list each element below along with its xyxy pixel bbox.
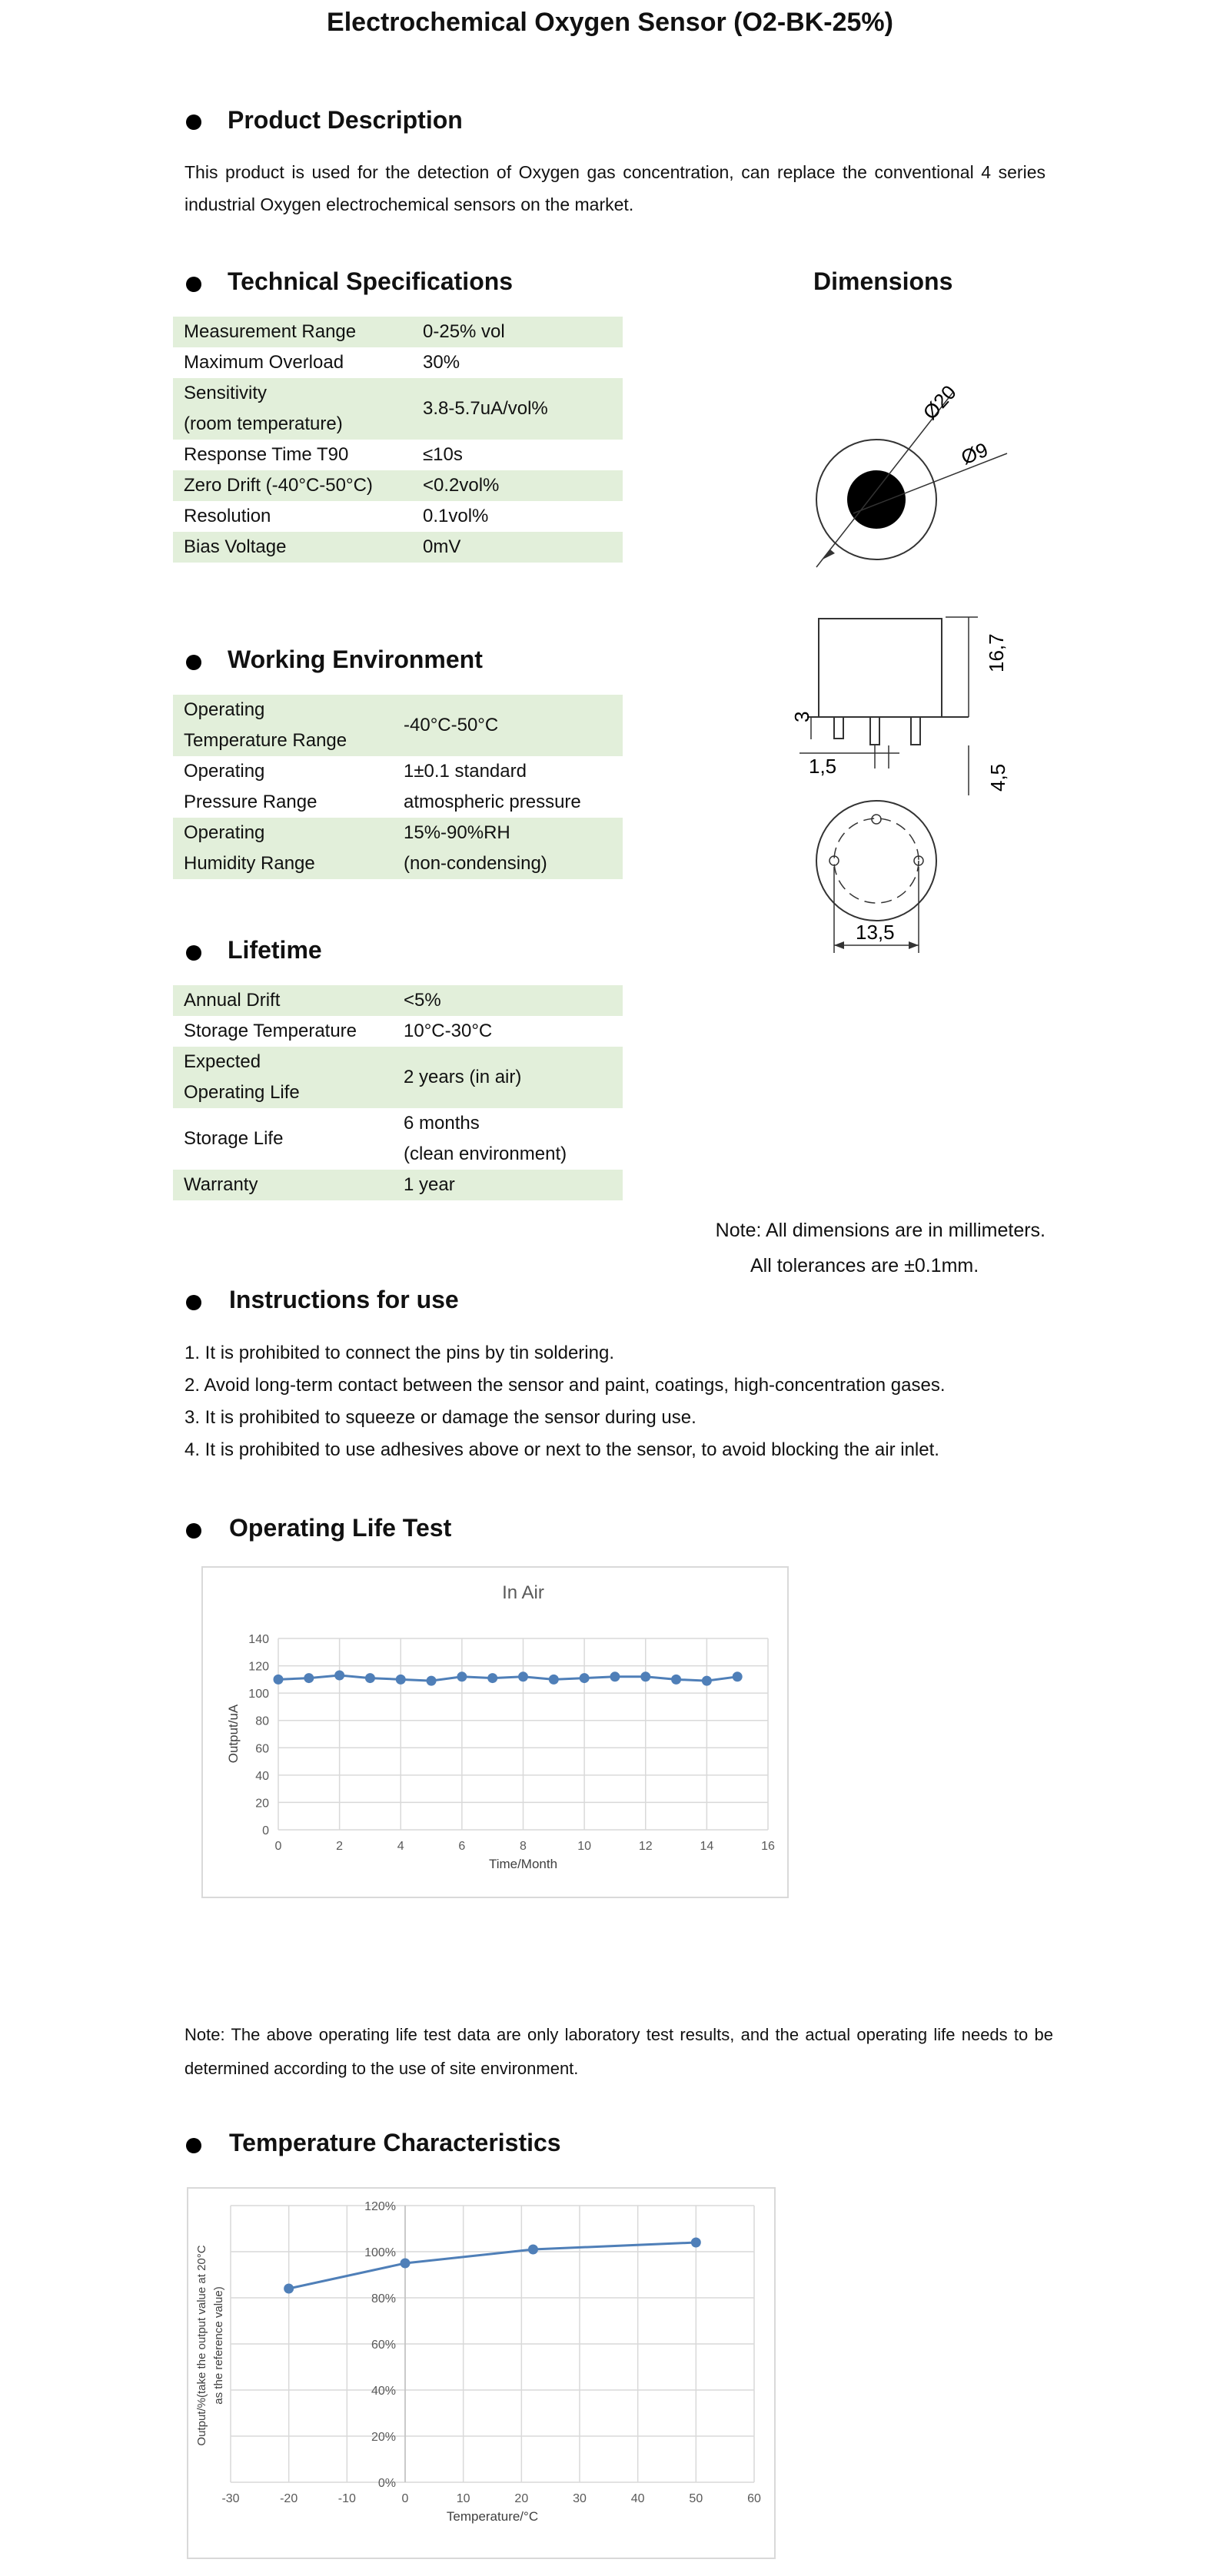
- row-label-line: Annual Drift: [184, 990, 281, 1011]
- technical-specifications-table: [173, 317, 623, 563]
- y-tick-label: 40%: [371, 2385, 396, 2398]
- table-row: [173, 532, 623, 563]
- y-tick-label: 20%: [371, 2431, 396, 2444]
- table-row: [173, 440, 623, 470]
- data-point: [518, 1671, 528, 1681]
- row-label-line: Storage Temperature: [184, 1021, 357, 1041]
- y-tick-label: 120: [248, 1660, 269, 1674]
- dim-13-5-label: 13,5: [856, 921, 895, 944]
- y-tick-label: 40: [255, 1769, 269, 1783]
- row-value-line: (clean environment): [404, 1144, 567, 1164]
- table-row: [173, 378, 623, 440]
- row-value: [396, 756, 623, 818]
- row-label: [173, 1016, 396, 1047]
- row-label-line: Bias Voltage: [184, 536, 287, 557]
- y-tick-label: 100: [248, 1688, 269, 1701]
- lifetime-heading: Lifetime: [228, 936, 322, 964]
- dim-3-label: 3: [790, 711, 813, 722]
- data-point: [549, 1675, 559, 1685]
- life-test-chart: [203, 1568, 787, 1897]
- row-label-line: Humidity Range: [184, 853, 315, 874]
- temperature-chart-box: [187, 2187, 776, 2559]
- series-line: [289, 2242, 696, 2289]
- bullet-icon: [186, 945, 201, 961]
- row-value: [415, 440, 623, 470]
- x-tick-label: -20: [280, 2492, 298, 2505]
- instruction-item: 2. Avoid long-term contact between the sensor and paint, coatings, high-concentration gases.: [184, 1375, 946, 1396]
- row-label: [173, 532, 415, 563]
- table-row: [173, 1170, 623, 1200]
- row-label: [173, 378, 415, 440]
- x-tick-label: 10: [577, 1840, 592, 1853]
- row-label: [173, 756, 396, 818]
- row-value-line: 0.1vol%: [423, 506, 489, 526]
- dimensions-note: [676, 1213, 1045, 1283]
- row-label-line: Zero Drift (-40°C-50°C): [184, 475, 373, 496]
- life-test-note: Note: The above operating life test data are only laboratory test results, and the actual operating life needs to be determined according to the use of site environment.: [184, 2025, 1053, 2078]
- row-label-line: Response Time T90: [184, 444, 349, 465]
- row-value-line: 15%-90%RH: [404, 822, 510, 843]
- row-label-line: Pressure Range: [184, 792, 317, 812]
- data-point: [365, 1673, 375, 1683]
- row-value-line: 1±0.1 standard: [404, 761, 527, 782]
- x-tick-label: 4: [397, 1840, 404, 1853]
- y-axis-label-line: as the reference value): [212, 2286, 225, 2405]
- table-row: [173, 1016, 623, 1047]
- x-tick-label: 2: [336, 1840, 344, 1853]
- data-point: [691, 2238, 701, 2248]
- x-tick-label: -10: [337, 2492, 356, 2505]
- instruction-item: 1. It is prohibited to connect the pins by tin soldering.: [184, 1343, 614, 1363]
- data-point: [334, 1671, 344, 1681]
- row-value: [415, 317, 623, 347]
- x-axis-label: Time/Month: [488, 1857, 558, 1871]
- row-value-line: 10°C-30°C: [404, 1021, 493, 1041]
- row-value: [415, 347, 623, 378]
- table-row: [173, 756, 623, 818]
- chart-title: In Air: [502, 1582, 544, 1603]
- row-value: [415, 378, 623, 440]
- y-tick-label: 20: [255, 1797, 269, 1811]
- row-label-line: Operating: [184, 699, 265, 720]
- row-value: [396, 1108, 623, 1170]
- row-label: [173, 1047, 396, 1108]
- y-tick-label: 80: [255, 1715, 269, 1728]
- row-label-line: (room temperature): [184, 413, 343, 434]
- x-tick-label: 30: [573, 2492, 587, 2505]
- row-label: [173, 985, 396, 1016]
- y-tick-label: 0%: [377, 2477, 396, 2490]
- row-value-line: <5%: [404, 990, 441, 1011]
- row-label: [173, 470, 415, 501]
- table-row: [173, 347, 623, 378]
- product-description-heading: Product Description: [228, 106, 463, 134]
- row-label-line: Storage Life: [184, 1128, 284, 1149]
- row-value-line: (non-condensing): [404, 853, 547, 874]
- dim-4-5-label: 4,5: [986, 763, 1009, 792]
- dimensions-note-line-1: Note: All dimensions are in millimeters.: [715, 1220, 1045, 1241]
- row-value: [396, 1170, 623, 1200]
- life-test-chart-box: [201, 1566, 789, 1898]
- row-label: [173, 501, 415, 532]
- dimensions-note-line-2: All tolerances are ±0.1mm.: [750, 1255, 979, 1276]
- x-tick-label: 0: [274, 1840, 282, 1853]
- data-point: [457, 1671, 467, 1681]
- dimensions-drawing: [776, 361, 1022, 976]
- x-tick-label: 50: [689, 2492, 703, 2505]
- row-label-line: Expected: [184, 1051, 261, 1072]
- row-value-line: -40°C-50°C: [404, 715, 499, 735]
- data-point: [284, 2284, 294, 2294]
- row-value-line: 6 months: [404, 1113, 480, 1134]
- x-tick-label: 12: [638, 1840, 653, 1853]
- row-label-line: Operating Life: [184, 1082, 300, 1103]
- lifetime-table: [173, 985, 623, 1200]
- technical-specifications-heading: Technical Specifications: [228, 267, 514, 295]
- x-tick-label: 40: [630, 2492, 645, 2505]
- row-label-line: Warranty: [184, 1174, 258, 1195]
- x-axis-label: Temperature/°C: [446, 2509, 539, 2524]
- row-label: [173, 695, 396, 756]
- x-tick-label: 0: [401, 2492, 409, 2505]
- temperature-characteristics-heading: Temperature Characteristics: [229, 2129, 561, 2156]
- row-label-line: Resolution: [184, 506, 271, 526]
- row-label-line: Operating: [184, 822, 265, 843]
- data-point: [401, 2259, 411, 2269]
- bullet-icon: [186, 655, 201, 670]
- data-point: [427, 1676, 437, 1686]
- table-row: [173, 695, 623, 756]
- table-row: [173, 501, 623, 532]
- data-point: [304, 1673, 314, 1683]
- row-label: [173, 347, 415, 378]
- data-point: [702, 1676, 712, 1686]
- working-environment-heading: Working Environment: [228, 646, 483, 673]
- row-value-line: 1 year: [404, 1174, 455, 1195]
- row-label: [173, 1170, 396, 1200]
- data-point: [528, 2245, 538, 2255]
- bullet-icon: [186, 2138, 201, 2153]
- data-point: [487, 1673, 497, 1683]
- bullet-icon: [186, 277, 201, 292]
- table-row: [173, 818, 623, 879]
- row-value: [415, 470, 623, 501]
- instructions-heading: Instructions for use: [229, 1286, 459, 1313]
- row-label-line: Operating: [184, 761, 265, 782]
- row-label: [173, 818, 396, 879]
- y-tick-label: 60: [255, 1742, 269, 1756]
- dim-d20-label: Ø20: [918, 380, 961, 424]
- x-tick-label: 8: [520, 1840, 527, 1853]
- y-tick-label: 140: [248, 1633, 269, 1646]
- dim-16-7-label: 16,7: [985, 633, 1008, 672]
- row-label-line: Sensitivity: [184, 383, 268, 403]
- data-point: [610, 1671, 620, 1681]
- row-value-line: 2 years (in air): [404, 1067, 522, 1087]
- row-value: [396, 985, 623, 1016]
- operating-life-test-heading: Operating Life Test: [229, 1514, 452, 1542]
- row-value-line: ≤10s: [423, 444, 463, 465]
- y-tick-label: 100%: [364, 2246, 396, 2259]
- row-value-line: 30%: [423, 352, 460, 373]
- row-value: [396, 1047, 623, 1108]
- y-tick-label: 60%: [371, 2339, 396, 2352]
- working-environment-table: [173, 695, 623, 879]
- table-row: [173, 1047, 623, 1108]
- instructions-list: [184, 1337, 1053, 1466]
- data-point: [733, 1671, 743, 1681]
- table-row: [173, 317, 623, 347]
- row-value: [396, 818, 623, 879]
- y-axis-label-line: Output/%(take the output value at 20°C: [195, 2245, 208, 2446]
- instruction-item: 3. It is prohibited to squeeze or damage the sensor during use.: [184, 1407, 696, 1428]
- table-row: [173, 985, 623, 1016]
- row-label: [173, 440, 415, 470]
- data-point: [640, 1671, 650, 1681]
- row-value: [396, 695, 623, 756]
- data-point: [274, 1675, 284, 1685]
- y-tick-label: 120%: [364, 2200, 396, 2213]
- page-title: Electrochemical Oxygen Sensor (O2-BK-25%): [327, 8, 893, 37]
- data-point: [671, 1675, 681, 1685]
- row-label-line: Measurement Range: [184, 321, 357, 342]
- row-value-line: atmospheric pressure: [404, 792, 581, 812]
- data-point: [396, 1675, 406, 1685]
- x-tick-label: 6: [458, 1840, 466, 1853]
- x-tick-label: 10: [456, 2492, 470, 2505]
- dimensions-heading: Dimensions: [813, 267, 953, 295]
- dim-1-5-label: 1,5: [809, 755, 837, 778]
- row-value: [415, 532, 623, 563]
- row-value: [396, 1016, 623, 1047]
- row-value-line: 0-25% vol: [423, 321, 505, 342]
- row-value-line: <0.2vol%: [423, 475, 500, 496]
- row-label: [173, 317, 415, 347]
- row-value-line: 0mV: [423, 536, 461, 557]
- y-axis-label: [195, 2245, 225, 2445]
- row-label-line: Temperature Range: [184, 730, 347, 751]
- series-line: [278, 1675, 737, 1681]
- table-row: [173, 1108, 623, 1170]
- y-tick-label: 80%: [371, 2292, 396, 2305]
- table-row: [173, 470, 623, 501]
- x-tick-label: -30: [221, 2492, 240, 2505]
- x-tick-label: 20: [514, 2492, 529, 2505]
- bullet-icon: [186, 1523, 201, 1539]
- x-tick-label: 14: [700, 1840, 714, 1853]
- dim-d9-label: Ø9: [957, 437, 992, 470]
- temperature-chart: [188, 2189, 774, 2558]
- bullet-icon: [186, 115, 201, 130]
- product-description-text: This product is used for the detection of Oxygen gas concentration, can replace the conventional 4 series industrial Oxygen electrochemical sensors on the market.: [184, 162, 1045, 214]
- instruction-item: 4. It is prohibited to use adhesives above or next to the sensor, to avoid blocking the air inlet.: [184, 1439, 939, 1460]
- bullet-icon: [186, 1295, 201, 1310]
- row-label-line: Maximum Overload: [184, 352, 344, 373]
- row-value: [415, 501, 623, 532]
- data-point: [580, 1673, 590, 1683]
- x-tick-label: 16: [761, 1840, 775, 1853]
- y-axis-label: Output/uA: [226, 1704, 241, 1764]
- row-label: [173, 1108, 396, 1170]
- x-tick-label: 60: [747, 2492, 761, 2505]
- y-tick-label: 0: [262, 1824, 269, 1837]
- row-value-line: 3.8-5.7uA/vol%: [423, 398, 548, 419]
